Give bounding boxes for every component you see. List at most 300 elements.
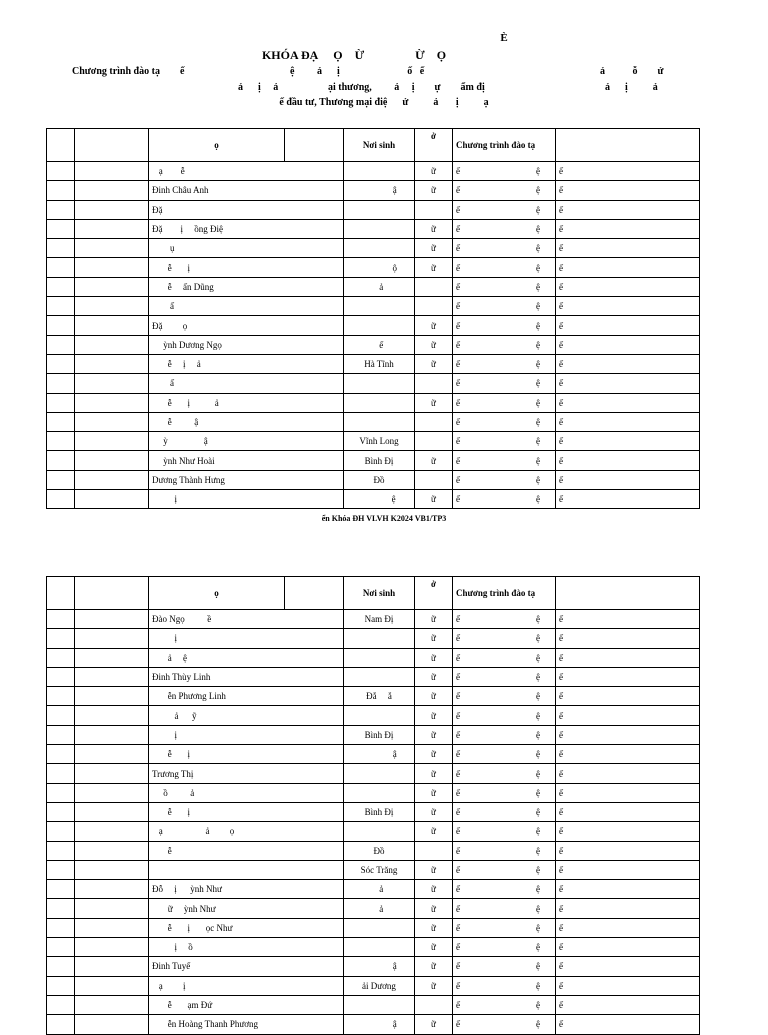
cell-o: ữ bbox=[415, 860, 453, 879]
program-mark: ệ bbox=[536, 455, 540, 466]
cell-program bbox=[453, 432, 556, 451]
program-marks bbox=[456, 166, 552, 176]
cell-o: ữ bbox=[415, 687, 453, 706]
program-marks bbox=[456, 614, 552, 624]
program-mark: ế bbox=[456, 633, 460, 644]
cell-ho-ten: ễ ậ bbox=[149, 412, 344, 431]
program-mark: ế bbox=[456, 865, 460, 875]
program-marks bbox=[456, 301, 552, 311]
program-mark: ệ bbox=[536, 378, 540, 389]
col-ho-header: ọ bbox=[149, 577, 285, 610]
cell-mssv bbox=[75, 610, 149, 629]
program-marks bbox=[456, 981, 552, 991]
cell-o: ữ bbox=[415, 451, 453, 470]
program-mark: ệ bbox=[536, 436, 540, 447]
cell-ho-ten: ị bbox=[149, 629, 344, 648]
cell-ghi-chu: ế bbox=[556, 374, 700, 393]
cell-o: ữ bbox=[415, 918, 453, 937]
program-mark: ế bbox=[456, 884, 460, 895]
cell-stt bbox=[47, 200, 75, 219]
cell-o bbox=[415, 412, 453, 431]
cell-ghi-chu: ế bbox=[556, 957, 700, 976]
program-marks bbox=[456, 730, 552, 740]
table-row bbox=[47, 938, 700, 957]
cell-ho-ten: ễn Hoàng Thanh Phương bbox=[149, 1015, 344, 1034]
cell-stt bbox=[47, 687, 75, 706]
table-row bbox=[47, 706, 700, 725]
cell-ghi-chu: ế bbox=[556, 783, 700, 802]
cell-ho-ten: ễ ị bbox=[149, 258, 344, 277]
cell-mssv bbox=[75, 957, 149, 976]
cell-program bbox=[453, 976, 556, 995]
cell-ho-ten: ễ ị ả bbox=[149, 354, 344, 373]
cell-ghi-chu: ế bbox=[556, 451, 700, 470]
cell-stt bbox=[47, 162, 75, 181]
cell-ho-ten: ễn Phương Linh bbox=[149, 687, 344, 706]
cell-ghi-chu: ế bbox=[556, 764, 700, 783]
cell-o: ữ bbox=[415, 629, 453, 648]
program-marks bbox=[456, 494, 552, 504]
program-mark: ế bbox=[456, 787, 460, 798]
cell-program bbox=[453, 277, 556, 296]
cell-program bbox=[453, 354, 556, 373]
cell-o: ữ bbox=[415, 239, 453, 258]
cell-noi-sinh: Nam Đị bbox=[344, 610, 415, 629]
cell-program bbox=[453, 860, 556, 879]
cell-ghi-chu: ế bbox=[556, 860, 700, 879]
cell-ho-ten: ồ ả bbox=[149, 783, 344, 802]
table-row bbox=[47, 1015, 700, 1034]
cell-stt bbox=[47, 995, 75, 1014]
cell-mssv bbox=[75, 335, 149, 354]
cell-o bbox=[415, 374, 453, 393]
cell-stt bbox=[47, 335, 75, 354]
program-mark: ệ bbox=[536, 262, 540, 273]
cell-noi-sinh: ả bbox=[344, 899, 415, 918]
col-ctdt-header: Chương trình đào tạ bbox=[453, 577, 556, 610]
cell-mssv bbox=[75, 277, 149, 296]
cell-program bbox=[453, 899, 556, 918]
cell-ghi-chu: ế bbox=[556, 200, 700, 219]
cell-o bbox=[415, 470, 453, 489]
cell-mssv bbox=[75, 745, 149, 764]
program-mark: ế bbox=[456, 243, 460, 254]
program-marks bbox=[456, 398, 552, 408]
col-ten bbox=[285, 577, 344, 610]
program-mark: ế bbox=[456, 749, 460, 760]
table-header-row bbox=[47, 577, 700, 610]
cell-ho-ten: ễ ị bbox=[149, 745, 344, 764]
program-mark: ế bbox=[456, 455, 460, 466]
program-marks bbox=[456, 205, 552, 215]
col-mssv bbox=[75, 129, 149, 162]
cell-ghi-chu: ế bbox=[556, 354, 700, 373]
program-mark: ế bbox=[456, 1000, 460, 1011]
col-ctdt-header: Chương trình đào tạ bbox=[453, 129, 556, 162]
program-marks bbox=[456, 282, 552, 292]
cell-mssv bbox=[75, 802, 149, 821]
cell-mssv bbox=[75, 297, 149, 316]
cell-program bbox=[453, 802, 556, 821]
table-row bbox=[47, 822, 700, 841]
program-mark: ế bbox=[456, 691, 460, 702]
cell-mssv bbox=[75, 239, 149, 258]
col-noi-sinh-header: Nơi sinh bbox=[344, 577, 415, 610]
cell-noi-sinh: Bình Đị bbox=[344, 725, 415, 744]
program-marks bbox=[456, 263, 552, 273]
cell-o: ữ bbox=[415, 725, 453, 744]
cell-ghi-chu: ế bbox=[556, 432, 700, 451]
cell-ghi-chu: ế bbox=[556, 162, 700, 181]
cell-program bbox=[453, 393, 556, 412]
cell-stt bbox=[47, 297, 75, 316]
table-row bbox=[47, 841, 700, 860]
cell-o: ữ bbox=[415, 783, 453, 802]
cell-ghi-chu: ế bbox=[556, 976, 700, 995]
cell-o: ữ bbox=[415, 957, 453, 976]
cell-stt bbox=[47, 764, 75, 783]
cell-o: ữ bbox=[415, 667, 453, 686]
cell-mssv bbox=[75, 316, 149, 335]
cell-o: ữ bbox=[415, 822, 453, 841]
cell-stt bbox=[47, 706, 75, 725]
table-row bbox=[47, 725, 700, 744]
cell-noi-sinh bbox=[344, 219, 415, 238]
program-mark: ế bbox=[456, 903, 460, 914]
program-marks bbox=[456, 961, 552, 971]
program-mark: ế bbox=[456, 652, 460, 663]
program-mark: ệ bbox=[536, 980, 540, 991]
program-mark: ế bbox=[456, 320, 460, 331]
program-marks bbox=[456, 185, 552, 195]
table-row bbox=[47, 200, 700, 219]
program-line2-mid: ại thương, ả ị ự ẩm đị bbox=[328, 82, 485, 93]
program-marks bbox=[456, 769, 552, 779]
cell-stt bbox=[47, 648, 75, 667]
cell-ghi-chu: ế bbox=[556, 802, 700, 821]
cell-ho-ten: ạ ả ọ bbox=[149, 822, 344, 841]
cell-ghi-chu: ế bbox=[556, 938, 700, 957]
cell-o: ữ bbox=[415, 162, 453, 181]
program-marks bbox=[456, 436, 552, 446]
cell-program bbox=[453, 822, 556, 841]
cell-ho-ten: Đinh Thùy Linh bbox=[149, 667, 344, 686]
cell-noi-sinh: Hà Tĩnh bbox=[344, 354, 415, 373]
program-line2-right: ả ị ả bbox=[605, 82, 658, 93]
cell-program bbox=[453, 841, 556, 860]
col-mssv bbox=[75, 577, 149, 610]
cell-mssv bbox=[75, 219, 149, 238]
program-mark: ế bbox=[456, 281, 460, 292]
table-row bbox=[47, 412, 700, 431]
col-ghi-chu bbox=[556, 129, 700, 162]
cell-stt bbox=[47, 451, 75, 470]
cell-mssv bbox=[75, 200, 149, 219]
program-mark: ệ bbox=[536, 359, 540, 370]
cell-program bbox=[453, 1015, 556, 1034]
program-mark: ế bbox=[456, 262, 460, 273]
cell-noi-sinh: ậ bbox=[344, 1015, 415, 1034]
program-marks bbox=[456, 456, 552, 466]
table-row bbox=[47, 764, 700, 783]
cell-o bbox=[415, 200, 453, 219]
cell-o: ữ bbox=[415, 258, 453, 277]
cell-ghi-chu: ế bbox=[556, 258, 700, 277]
col-noi-sinh-header: Nơi sinh bbox=[344, 129, 415, 162]
program-mark: ệ bbox=[536, 339, 540, 350]
cell-stt bbox=[47, 316, 75, 335]
program-marks bbox=[456, 1000, 552, 1010]
cell-program bbox=[453, 783, 556, 802]
cell-stt bbox=[47, 725, 75, 744]
cell-stt bbox=[47, 629, 75, 648]
cell-mssv bbox=[75, 725, 149, 744]
program-mark: ệ bbox=[536, 320, 540, 331]
col-stt bbox=[47, 577, 75, 610]
cell-ghi-chu: ế bbox=[556, 393, 700, 412]
cell-program bbox=[453, 374, 556, 393]
col-ten bbox=[285, 129, 344, 162]
program-mark: ệ bbox=[536, 903, 540, 914]
cell-o: ữ bbox=[415, 181, 453, 200]
program-mark: ệ bbox=[536, 807, 540, 818]
cell-ho-ten: ỳ ậ bbox=[149, 432, 344, 451]
table-row bbox=[47, 745, 700, 764]
cell-stt bbox=[47, 822, 75, 841]
cell-ho-ten: ạ ễ bbox=[149, 162, 344, 181]
cell-ho-ten: ấ bbox=[149, 374, 344, 393]
table-row bbox=[47, 277, 700, 296]
table-row bbox=[47, 648, 700, 667]
table-row bbox=[47, 783, 700, 802]
table-row bbox=[47, 239, 700, 258]
table-row bbox=[47, 297, 700, 316]
cell-noi-sinh bbox=[344, 667, 415, 686]
cell-ho-ten: ị ồ bbox=[149, 938, 344, 957]
cell-ghi-chu: ế bbox=[556, 918, 700, 937]
cell-noi-sinh: Đắ ắ bbox=[344, 687, 415, 706]
cell-ghi-chu: ế bbox=[556, 490, 700, 509]
cell-noi-sinh: Sóc Trăng bbox=[344, 860, 415, 879]
cell-program bbox=[453, 938, 556, 957]
cell-stt bbox=[47, 490, 75, 509]
cell-o: ữ bbox=[415, 899, 453, 918]
table-row bbox=[47, 490, 700, 509]
program-marks bbox=[456, 475, 552, 485]
cell-noi-sinh: ả bbox=[344, 880, 415, 899]
program-mark: ệ bbox=[536, 652, 540, 663]
cell-ghi-chu: ế bbox=[556, 725, 700, 744]
cell-ghi-chu: ế bbox=[556, 687, 700, 706]
program-mark: ệ bbox=[536, 865, 540, 875]
program-marks bbox=[456, 340, 552, 350]
table-row bbox=[47, 667, 700, 686]
cell-program bbox=[453, 610, 556, 629]
cell-mssv bbox=[75, 451, 149, 470]
program-mark: ệ bbox=[536, 614, 540, 625]
cell-o: ữ bbox=[415, 976, 453, 995]
cell-stt bbox=[47, 181, 75, 200]
cell-ghi-chu: ế bbox=[556, 648, 700, 667]
table-row bbox=[47, 393, 700, 412]
program-mark: ệ bbox=[536, 243, 540, 254]
program-mark: ệ bbox=[536, 826, 540, 837]
cell-ho-ten: ạ ị bbox=[149, 976, 344, 995]
cell-program bbox=[453, 200, 556, 219]
cell-mssv bbox=[75, 764, 149, 783]
cell-stt bbox=[47, 802, 75, 821]
cell-noi-sinh: Bình Đị bbox=[344, 802, 415, 821]
cell-mssv bbox=[75, 181, 149, 200]
cell-o bbox=[415, 277, 453, 296]
cell-noi-sinh bbox=[344, 393, 415, 412]
cell-program bbox=[453, 648, 556, 667]
cell-program bbox=[453, 880, 556, 899]
cell-mssv bbox=[75, 783, 149, 802]
cell-ho-ten: ễ ấn Dũng bbox=[149, 277, 344, 296]
cell-mssv bbox=[75, 1015, 149, 1034]
cell-mssv bbox=[75, 899, 149, 918]
table-row bbox=[47, 995, 700, 1014]
cell-stt bbox=[47, 880, 75, 899]
cell-program bbox=[453, 667, 556, 686]
program-heading-left: Chương trình đào tạ ế bbox=[72, 66, 185, 77]
cell-ho-ten: Trương Thị bbox=[149, 764, 344, 783]
program-marks bbox=[456, 224, 552, 234]
cell-mssv bbox=[75, 976, 149, 995]
cell-stt bbox=[47, 841, 75, 860]
col-ghi-chu bbox=[556, 577, 700, 610]
cell-stt bbox=[47, 918, 75, 937]
cell-mssv bbox=[75, 687, 149, 706]
table-row bbox=[47, 432, 700, 451]
program-marks bbox=[456, 904, 552, 914]
cell-noi-sinh: ải Dương bbox=[344, 976, 415, 995]
program-mark: ế bbox=[456, 474, 460, 485]
cell-ghi-chu: ế bbox=[556, 316, 700, 335]
program-mark: ế bbox=[456, 768, 460, 779]
cell-program bbox=[453, 725, 556, 744]
cell-mssv bbox=[75, 432, 149, 451]
cell-ghi-chu: ế bbox=[556, 629, 700, 648]
program-mark: ệ bbox=[536, 691, 540, 702]
program-mark: ế bbox=[456, 204, 460, 215]
cell-mssv bbox=[75, 470, 149, 489]
cell-program bbox=[453, 258, 556, 277]
cell-ho-ten: Đào Ngọ ề bbox=[149, 610, 344, 629]
table-row bbox=[47, 374, 700, 393]
cell-o bbox=[415, 297, 453, 316]
cell-program bbox=[453, 239, 556, 258]
program-mark: ệ bbox=[536, 749, 540, 760]
cell-program bbox=[453, 412, 556, 431]
cell-ho-ten: Đặ bbox=[149, 200, 344, 219]
cell-ho-ten: ỳnh Dương Ngọ bbox=[149, 335, 344, 354]
program-mark: ế bbox=[456, 922, 460, 933]
cell-noi-sinh: ậ bbox=[344, 745, 415, 764]
cell-ghi-chu: ế bbox=[556, 745, 700, 764]
cell-ghi-chu: ế bbox=[556, 899, 700, 918]
cell-stt bbox=[47, 783, 75, 802]
cell-stt bbox=[47, 745, 75, 764]
program-marks bbox=[456, 826, 552, 836]
cell-ho-ten: ả ỹ bbox=[149, 706, 344, 725]
cell-noi-sinh bbox=[344, 783, 415, 802]
program-marks bbox=[456, 633, 552, 643]
cell-noi-sinh bbox=[344, 239, 415, 258]
program-mark: ệ bbox=[536, 494, 540, 505]
cell-program bbox=[453, 162, 556, 181]
cell-ghi-chu: ế bbox=[556, 297, 700, 316]
cell-noi-sinh: ậ bbox=[344, 181, 415, 200]
cell-noi-sinh: ộ bbox=[344, 258, 415, 277]
table-row bbox=[47, 258, 700, 277]
cell-ho-ten: Đinh Tuyế bbox=[149, 957, 344, 976]
table-row bbox=[47, 629, 700, 648]
cell-o: ữ bbox=[415, 393, 453, 412]
cell-noi-sinh: Đồ bbox=[344, 470, 415, 489]
table-row bbox=[47, 860, 700, 879]
cell-noi-sinh: ế bbox=[344, 335, 415, 354]
cell-ho-ten bbox=[149, 860, 344, 879]
table-row bbox=[47, 880, 700, 899]
program-mark: ế bbox=[456, 942, 460, 953]
cell-noi-sinh bbox=[344, 297, 415, 316]
cell-ho-ten: Đinh Châu Anh bbox=[149, 181, 344, 200]
cell-program bbox=[453, 181, 556, 200]
table-row bbox=[47, 610, 700, 629]
cell-mssv bbox=[75, 995, 149, 1014]
cell-mssv bbox=[75, 629, 149, 648]
document-title-line-1: KHÓA ĐẠ Ọ Ừ Ừ Ọ bbox=[261, 48, 447, 62]
cell-program bbox=[453, 316, 556, 335]
program-marks bbox=[456, 321, 552, 331]
cell-ho-ten: ễ ạm Đứ bbox=[149, 995, 344, 1014]
program-mark: ệ bbox=[536, 281, 540, 292]
cell-o: ữ bbox=[415, 335, 453, 354]
cell-ho-ten: Dương Thành Hưng bbox=[149, 470, 344, 489]
cell-ghi-chu: ế bbox=[556, 277, 700, 296]
cell-mssv bbox=[75, 490, 149, 509]
program-mark: ệ bbox=[536, 922, 540, 933]
program-mark: ế bbox=[456, 359, 460, 370]
table-row bbox=[47, 451, 700, 470]
cell-ho-ten: ễ ị ọc Như bbox=[149, 918, 344, 937]
cell-noi-sinh: Bình Đị bbox=[344, 451, 415, 470]
program-mark: ệ bbox=[536, 710, 540, 721]
program-mark: ế bbox=[456, 826, 460, 837]
cell-noi-sinh: ả bbox=[344, 277, 415, 296]
program-line3: ế đầu tư, Thương mại điệ ử ả ị ạ bbox=[279, 97, 489, 108]
program-mark: ệ bbox=[536, 417, 540, 427]
table-row bbox=[47, 687, 700, 706]
program-mark: ệ bbox=[536, 166, 540, 177]
program-line2-left: ả ị ả bbox=[238, 82, 279, 93]
cell-ghi-chu: ế bbox=[556, 822, 700, 841]
cell-program bbox=[453, 764, 556, 783]
cell-ho-ten: ễ ị ả bbox=[149, 393, 344, 412]
cell-mssv bbox=[75, 162, 149, 181]
program-marks bbox=[456, 359, 552, 369]
cell-ho-ten: ị bbox=[149, 725, 344, 744]
program-mark: ệ bbox=[536, 961, 540, 972]
cell-o: ữ bbox=[415, 354, 453, 373]
program-marks bbox=[456, 653, 552, 663]
cell-o: ữ bbox=[415, 490, 453, 509]
cell-mssv bbox=[75, 880, 149, 899]
cell-o: ữ bbox=[415, 802, 453, 821]
cell-noi-sinh bbox=[344, 629, 415, 648]
